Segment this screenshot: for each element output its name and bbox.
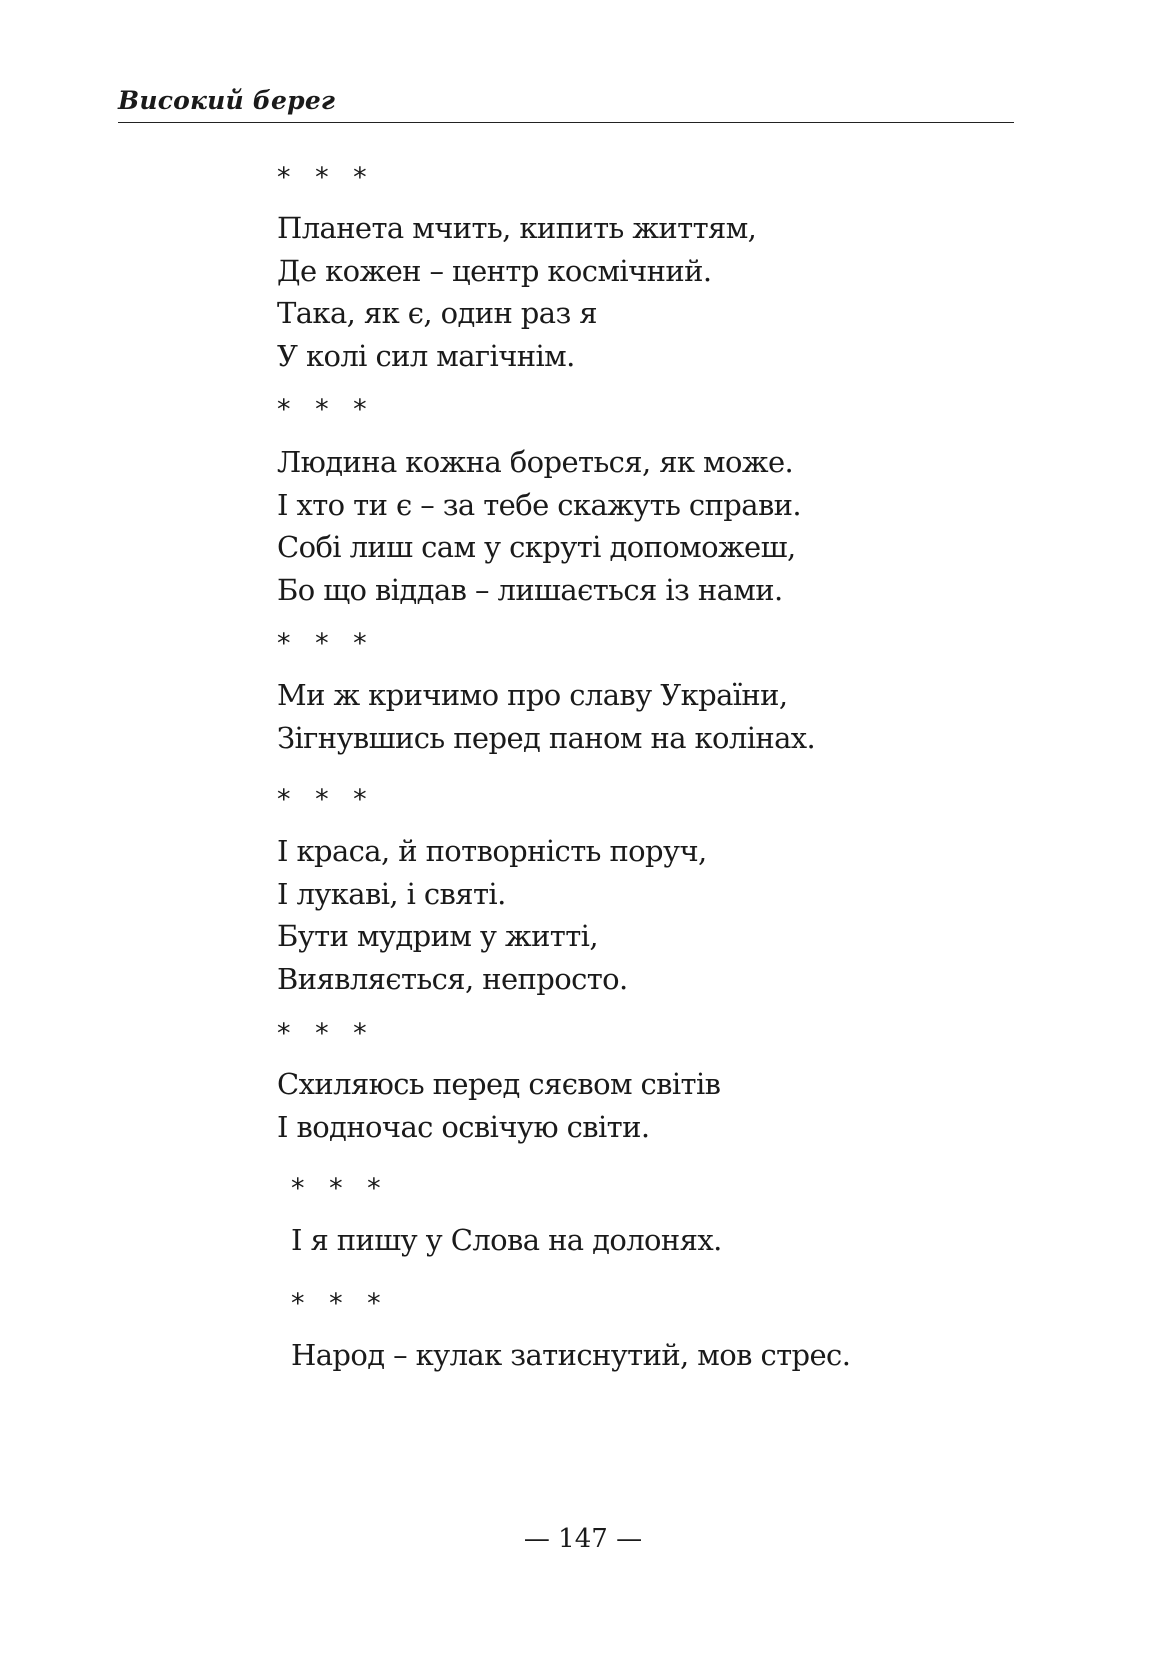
poem: [277, 207, 756, 377]
verse-line: Планета мчить, кипить життям,: [277, 211, 757, 245]
running-header: [118, 82, 1014, 123]
poem: [291, 1334, 850, 1377]
poem: [277, 674, 815, 759]
poem: [291, 1219, 722, 1262]
verse-line: Собі лиш сам у скруті допоможеш,: [277, 530, 796, 564]
verse-line: Людина кожна бореться, як може.: [277, 445, 794, 479]
poem-separator: * * *: [277, 628, 375, 659]
running-header-title: Високий берег: [118, 86, 336, 115]
poem: [277, 830, 707, 1000]
page-number: — 147 —: [523, 1524, 643, 1554]
verse-line: І хто ти є – за тебе скажуть справи.: [277, 487, 802, 522]
poem: [277, 441, 801, 611]
verse-line: І я пишу у Слова на долонях.: [291, 1223, 722, 1257]
verse-line: Така, як є, один раз я: [277, 296, 597, 330]
verse-line: Виявляється, непросто.: [277, 961, 628, 996]
verse-line: У колі сил магічнім.: [277, 338, 575, 373]
poem-separator: * * *: [291, 1288, 389, 1319]
verse-line: Бути мудрим у житті,: [277, 919, 598, 953]
verse-line: Схиляюсь перед сяєвом світів: [277, 1067, 721, 1101]
verse-line: Де кожен – центр космічний.: [277, 253, 712, 288]
verse-line: Ми ж кричимо про славу України,: [277, 678, 788, 712]
verse-line: І лукаві, і святі.: [277, 876, 506, 911]
poem-separator: * * *: [277, 1018, 375, 1049]
poem-separator: * * *: [277, 394, 375, 425]
verse-line: Зігнувшись перед паном на колінах.: [277, 720, 816, 755]
poem-separator: * * *: [291, 1173, 389, 1204]
verse-line: Народ – кулак затиснутий, мов стрес.: [291, 1338, 851, 1372]
poem: [277, 1063, 720, 1148]
poem-separator: * * *: [277, 784, 375, 815]
poem-separator: * * *: [277, 162, 375, 193]
verse-line: І водночас освічую світи.: [277, 1109, 650, 1144]
verse-line: І краса, й потворність поруч,: [277, 834, 707, 868]
verse-line: Бо що віддав – лишається із нами.: [277, 572, 783, 607]
